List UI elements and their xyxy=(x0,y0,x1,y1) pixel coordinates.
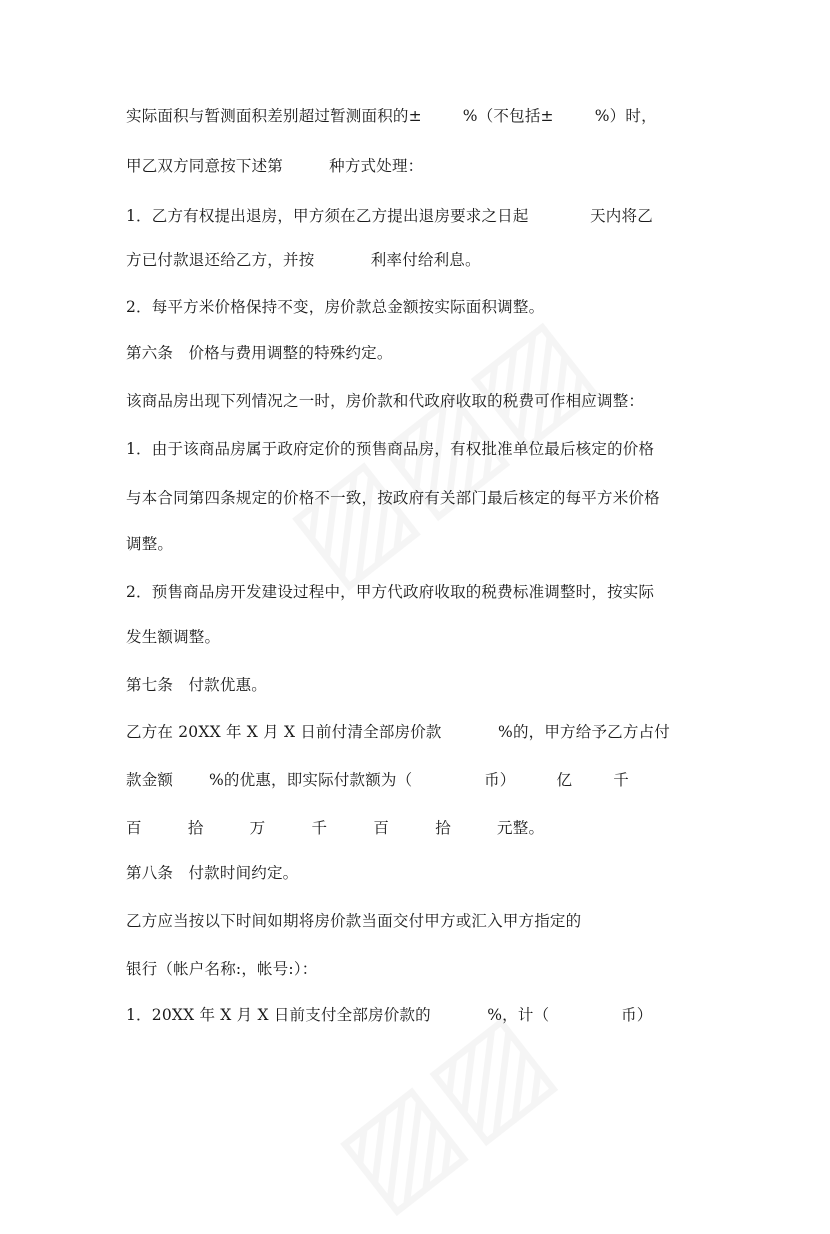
section-heading: 第八条 付款时间约定。 xyxy=(126,864,299,882)
section-heading: 第六条 价格与费用调整的特殊约定。 xyxy=(126,344,393,362)
text-line: 方已付款退还给乙方，并按 利率付给利息。 xyxy=(126,251,481,269)
text-line: 2．预售商品房开发建设过程中，甲方代政府收取的税费标准调整时，按实际 xyxy=(126,583,655,601)
text-line: 甲乙双方同意按下述第 种方式处理： xyxy=(126,157,424,175)
text-line: 1．20XX 年 X 月 X 日前支付全部房价款的 %，计（ 币） xyxy=(126,1006,653,1024)
section-heading: 第七条 付款优惠。 xyxy=(126,676,267,694)
text-line: 1．由于该商品房属于政府定价的预售商品房，有权批准单位最后核定的价格 xyxy=(126,440,655,458)
text-line: 款金额 %的优惠，即实际付款额为（ 币） 亿 千 xyxy=(126,771,629,789)
text-line: 该商品房出现下列情况之一时，房价款和代政府收取的税费可作相应调整： xyxy=(126,392,645,410)
text-line: 乙方应当按以下时间如期将房价款当面交付甲方或汇入甲方指定的 xyxy=(126,912,582,930)
text-line: 百 拾 万 千 百 拾 元整。 xyxy=(126,819,545,837)
text-line: 与本合同第四条规定的价格不一致，按政府有关部门最后核定的每平方米价格 xyxy=(126,489,660,507)
text-line: 调整。 xyxy=(126,535,174,553)
text-line: 2．每平方米价格保持不变，房价款总金额按实际面积调整。 xyxy=(126,298,545,316)
text-line: 1．乙方有权提出退房，甲方须在乙方提出退房要求之日起 天内将乙 xyxy=(126,207,653,225)
text-line: 银行（帐户名称:，帐号:）： xyxy=(126,960,318,978)
text-line: 发生额调整。 xyxy=(126,628,221,646)
text-line: 乙方在 20XX 年 X 月 X 日前付清全部房价款 %的，甲方给予乙方占付 xyxy=(126,723,670,741)
text-line: 实际面积与暂测面积差别超过暂测面积的± %（不包括± %）时， xyxy=(126,107,657,125)
